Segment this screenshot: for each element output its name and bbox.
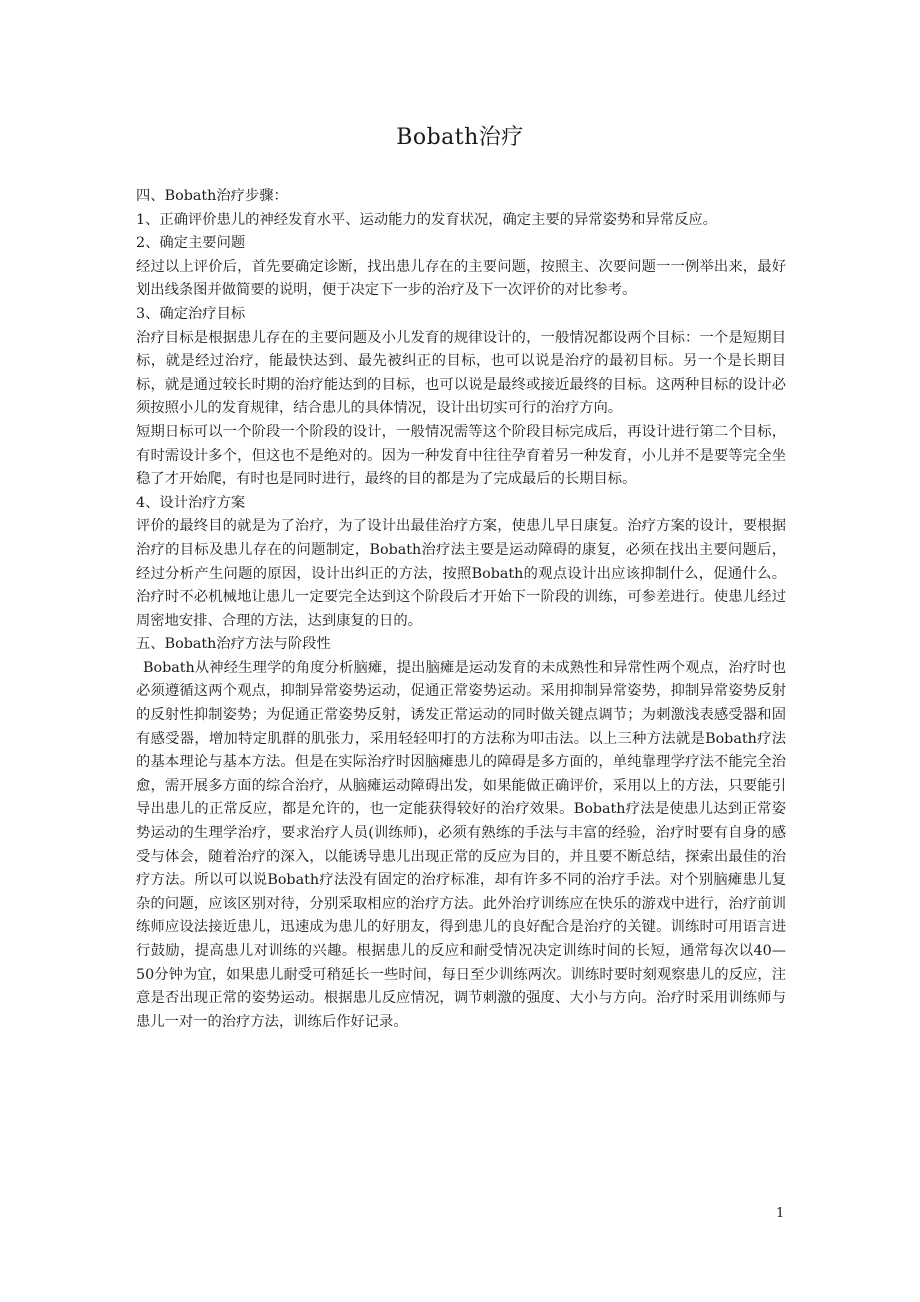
page-number: 1 — [776, 1206, 785, 1221]
document-body — [136, 185, 786, 1034]
subheading-treatment-goals: 3、确定治疗目标 — [136, 305, 246, 322]
section-heading-methods: 五、Bobath治疗方法与阶段性 — [136, 636, 331, 653]
paragraph-treatment-goals: 治疗目标是根据患儿存在的主要问题及小儿发育的规律设计的，一般情况都设两个目标：一个是短期目标，就是经过治疗，能最快达到、最先被纠正的目标，也可以说是治疗的最初目标。另一个是长期目标，就是通过较长时期的治疗能达到的目标，也可以说是最终或接近最终的目标。这两种目标的设计必须按照小儿的发育规律，结合患儿的具体情况，设计出切实可行的治疗方向。 — [136, 329, 786, 417]
paragraph-methods: Bobath从神经生理学的角度分析脑瘫，提出脑瘫是运动发育的未成熟性和异常性两个观点，治疗时也必须遵循这两个观点，抑制异常姿势运动，促通正常姿势运动。采用抑制异常姿势，抑制异常姿势反射的反射性抑制姿势；为促通正常姿势反射，诱发正常运动的同时做关键点调节；为刺激浅表感受器和固有感受器，增加特定肌群的肌张力，采用轻轻叩打的方法称为叩击法。以上三种方法就是Bobath疗法的基本理论与基本方法。但是在实际治疗时因脑瘫患儿的障碍是多方面的，单纯靠理学疗法不能完全治愈，需开展多方面的综合治疗，从脑瘫运动障碍出发，如果能做正确评价，采用以上的方法，只要能引导出患儿的正常反应，都是允许的，也一定能获得较好的治疗效果。Bobath疗法是使患儿达到正常姿势运动的生理学治疗，要求治疗人员(训练师)，必须有熟练的手法与丰富的经验，治疗时要有自身的感受与体会，随着治疗的深入，以能诱导患儿出现正常的反应为目的，并且要不断总结，探索出最佳的治疗方法。所以可以说Bobath疗法没有固定的治疗标准，却有许多不同的治疗手法。对个别脑瘫患儿复杂的问题，应该区别对待，分别采取相应的治疗方法。此外治疗训练应在快乐的游戏中进行，治疗前训练师应设法接近患儿，迅速成为患儿的好朋友，得到患儿的良好配合是治疗的关键。训练时可用语言进行鼓励，提高患儿对训练的兴趣。根据患儿的反应和耐受情况决定训练时间的长短，通常每次以40—50分钟为宜，如果患儿耐受可稍延长一些时间，每日至少训练两次。训练时要时刻观察患儿的反应，注意是否出现正常的姿势运动。根据患儿反应情况，调节刺激的强度、大小与方向。治疗时采用训练师与患儿一对一的治疗方法，训练后作好记录。 — [136, 659, 786, 1030]
subheading-treatment-plan: 4、设计治疗方案 — [136, 494, 246, 511]
document-title: Bobath治疗 — [396, 125, 524, 150]
paragraph-treatment-plan: 评价的最终目的就是为了治疗，为了设计出最佳治疗方案，使患儿早日康复。治疗方案的设计，要根据治疗的目标及患儿存在的问题制定，Bobath治疗法主要是运动障碍的康复，必须在找出主要问题后，经过分析产生问题的原因，设计出纠正的方法，按照Bobath的观点设计出应该抑制什么，促通什么。治疗时不必机械地让患儿一定要完全达到这个阶段后才开始下一阶段的训练，可参差进行。使患儿经过周密地安排、合理的方法，达到康复的日的。 — [136, 518, 786, 629]
paragraph-step-1: 1、正确评价患儿的神经发育水平、运动能力的发育状况，确定主要的异常姿势和异常反应。 — [136, 211, 717, 228]
paragraph-main-problem: 经过以上评价后，首先要确定诊断，找出患儿存在的主要问题，按照主、次要问题一一例举出来，最好划出线条图并做简要的说明，便于决定下一步的治疗及下一次评价的对比参考。 — [136, 258, 786, 299]
section-heading-steps: 四、Bobath治疗步骤： — [136, 188, 288, 204]
subheading-main-problem: 2、确定主要问题 — [136, 235, 246, 252]
paragraph-short-term-goals: 短期日标可以一个阶段一个阶段的设计，一般情况需等这个阶段目标完成后，再设计进行第二个目标，有时需设计多个，但这也不是绝对的。因为一种发育中往往孕育着另一种发育，小儿并不是要等完全坐稳了才开始爬，有时也是同时进行，最终的目的都是为了完成最后的长期目标。 — [136, 423, 786, 488]
